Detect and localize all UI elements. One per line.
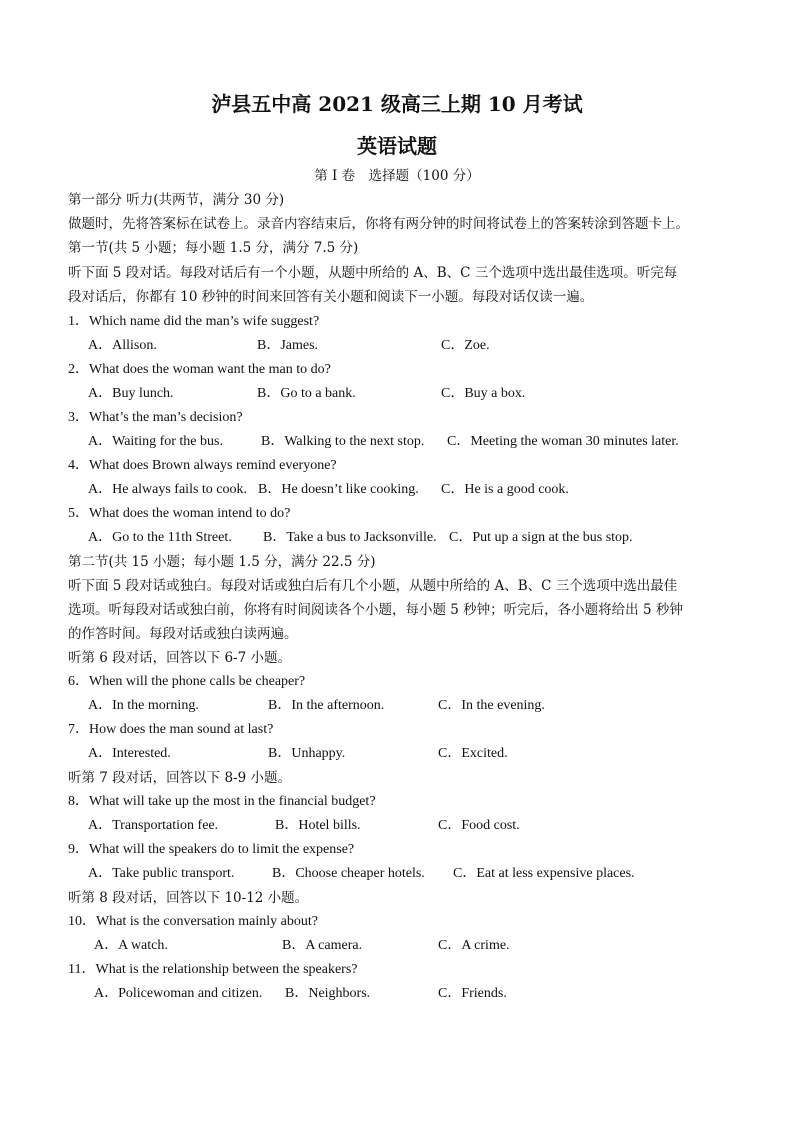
option-b: B．Hotel bills.	[275, 818, 361, 833]
question-5: 5．What does the woman intend to do?	[68, 506, 291, 521]
options-4	[0, 480, 794, 500]
option-c: C．Food cost.	[438, 818, 520, 833]
question-1: 1．Which name did the man’s wife suggest?	[68, 314, 320, 329]
option-a: A．Buy lunch.	[88, 386, 174, 401]
options-5	[0, 528, 794, 548]
option-c: C．Friends.	[438, 986, 507, 1001]
option-b: B．Take a bus to Jacksonville.	[263, 530, 437, 545]
option-c: C．Eat at less expensive places.	[453, 866, 635, 881]
question-2: 2．What does the woman want the man to do?	[68, 362, 331, 377]
option-a: A．Waiting for the bus.	[88, 434, 223, 449]
option-c: C．Buy a box.	[441, 386, 526, 401]
question-3: 3．What’s the man’s decision?	[68, 410, 243, 425]
option-c: C．Put up a sign at the bus stop.	[449, 530, 633, 545]
section2-heading: 第二节(共 15 小题；每小题 1.5 分，满分 22.5 分)	[68, 554, 376, 570]
part1-heading: 第一部分 听力(共两节，满分 30 分)	[68, 192, 285, 208]
question-10: 10．What is the conversation mainly about?	[68, 914, 318, 929]
options-11	[0, 984, 794, 1004]
options-6	[0, 696, 794, 716]
option-c: C．In the evening.	[438, 698, 545, 713]
part1-instruction: 做题时，先将答案标在试卷上。录音内容结束后，你将有两分钟的时间将试卷上的答案转涂到答题卡上。	[68, 216, 689, 232]
dialog-8-heading: 听第 8 段对话，回答以下 10-12 小题。	[68, 890, 309, 906]
question-6: 6．When will the phone calls be cheaper?	[68, 674, 306, 689]
options-7	[0, 744, 794, 764]
dialog-7-heading: 听第 7 段对话，回答以下 8-9 小题。	[68, 770, 291, 786]
option-b: B．In the afternoon.	[268, 698, 385, 713]
option-a: A．Take public transport.	[88, 866, 235, 881]
section1-instruction-line1: 听下面 5 段对话。每段对话后有一个小题，从题中所给的 A、B、C 三个选项中选出最佳选项。听完每	[68, 265, 678, 281]
option-c: C．He is a good cook.	[441, 482, 569, 497]
options-8	[0, 816, 794, 836]
section1-heading: 第一节(共 5 小题；每小题 1.5 分，满分 7.5 分)	[68, 240, 359, 256]
section1-instruction-line2: 段对话后，你都有 10 秒钟的时间来回答有关小题和阅读下一小题。每段对话仅读一遍。	[68, 289, 594, 305]
options-1	[0, 336, 794, 356]
option-a: A．Policewoman and citizen.	[94, 986, 263, 1001]
option-c: C．Zoe.	[441, 338, 490, 353]
option-b: B．Neighbors.	[285, 986, 371, 1001]
volume-heading: 第 I 卷 选择题（100 分）	[314, 168, 480, 184]
option-a: A．Allison.	[88, 338, 157, 353]
option-a: A．He always fails to cook.	[88, 482, 248, 497]
dialog-6-heading: 听第 6 段对话，回答以下 6-7 小题。	[68, 650, 291, 666]
option-c: C．A crime.	[438, 938, 510, 953]
options-9	[0, 864, 794, 884]
options-3	[0, 432, 794, 452]
option-a: A．In the morning.	[88, 698, 199, 713]
option-a: A．Interested.	[88, 746, 171, 761]
section2-instruction-line1: 听下面 5 段对话或独白。每段对话或独白后有几个小题，从题中所给的 A、B、C 三个选项中选出最佳	[68, 578, 678, 594]
option-c: C．Meeting the woman 30 minutes later.	[447, 434, 679, 449]
option-c: C．Excited.	[438, 746, 508, 761]
option-b: B．Choose cheaper hotels.	[272, 866, 425, 881]
question-9: 9．What will the speakers do to limit the expense?	[68, 842, 355, 857]
option-b: B．A camera.	[282, 938, 363, 953]
section2-instruction-line3: 的作答时间。每段对话或独白读两遍。	[68, 626, 298, 642]
exam-title: 泸县五中高 2021 级高三上期 10 月考试	[211, 92, 583, 116]
option-b: B．Walking to the next stop.	[261, 434, 425, 449]
option-b: B．Go to a bank.	[257, 386, 356, 401]
section2-instruction-line2: 选项。听每段对话或独白前，你将有时间阅读各个小题，每小题 5 秒钟；听完后，各小题将给出 5 秒钟	[68, 602, 683, 618]
subject-title: 英语试题	[357, 134, 437, 158]
option-a: A．Transportation fee.	[88, 818, 219, 833]
option-a: A．Go to the 11th Street.	[88, 530, 232, 545]
options-2	[0, 384, 794, 404]
question-11: 11．What is the relationship between the speakers?	[68, 962, 358, 977]
option-b: B．Unhappy.	[268, 746, 346, 761]
question-7: 7．How does the man sound at last?	[68, 722, 274, 737]
question-4: 4．What does Brown always remind everyone?	[68, 458, 337, 473]
option-b: B．James.	[257, 338, 319, 353]
question-8: 8．What will take up the most in the financial budget?	[68, 794, 376, 809]
option-a: A．A watch.	[94, 938, 168, 953]
option-b: B．He doesn’t like cooking.	[258, 482, 419, 497]
options-10	[0, 936, 794, 956]
